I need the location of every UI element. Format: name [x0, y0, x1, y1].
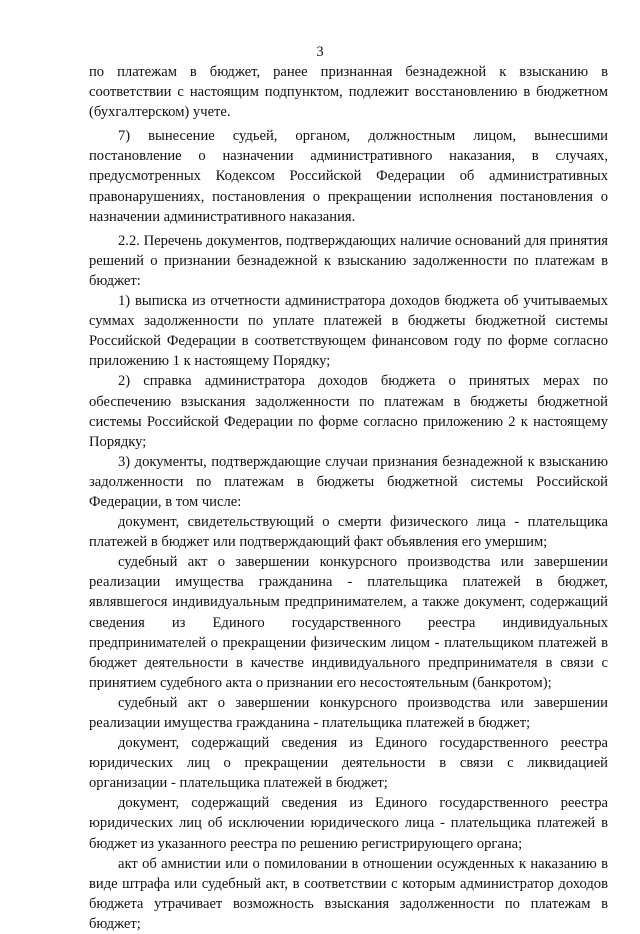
paragraph-item-7: 7) вынесение судьей, органом, должностным лицом, вынесшими постановление о назначении административного наказания, в случаях, предусмотренных Кодексом Российской Федерации об административных правонарушениях, постановления о прекращении исполнения постановления о назначении административного наказания.	[89, 128, 608, 225]
paragraph-item-3: 3) документы, подтверждающие случаи признания безнадежной к взысканию задолженности по платежам в бюджеты бюджетной системы Российской Федерации, в том числе:	[89, 453, 608, 510]
paragraph-section-2-2: 2.2. Перечень документов, подтверждающих наличие оснований для принятия решений о признании безнадежной к взысканию задолженности по платежам в бюджет:	[89, 232, 608, 289]
page-number: 3	[316, 44, 324, 60]
paragraph-liquidation: документ, содержащий сведения из Единого государственного реестра юридических лиц о прекращении деятельности в связи с ликвидацией организации - плательщика платежей в бюджет;	[89, 735, 608, 792]
document-body	[89, 62, 608, 934]
paragraph-exclusion: документ, содержащий сведения из Единого государственного реестра юридических лиц об исключении юридического лица - плательщика платежей в бюджет из указанного реестра по решению регистрирующего органа;	[89, 795, 608, 852]
paragraph-bankruptcy-citizen: судебный акт о завершении конкурсного производства или завершении реализации имущества гражданина - плательщика платежей в бюджет;	[89, 694, 608, 731]
paragraph-item-2: 2) справка администратора доходов бюджета о принятых мерах по обеспечению взыскания задолженности по платежам в бюджеты бюджетной системы Российской Федерации по форме согласно приложению 2 к настоящему Порядку;	[89, 373, 608, 450]
paragraph-amnesty: акт об амнистии или о помиловании в отношении осужденных к наказанию в виде штрафа или судебный акт, в соответствии с которым администратор доходов бюджета утрачивает возможность взыскания задолженности по платежам в бюджет;	[89, 855, 608, 932]
paragraph-continuation: по платежам в бюджет, ранее признанная безнадежной к взысканию в соответствии с настоящим подпунктом, подлежит восстановлению в бюджетном (бухгалтерском) учете.	[89, 64, 608, 121]
paragraph-item-1: 1) выписка из отчетности администратора доходов бюджета об учитываемых суммах задолженности по уплате платежей в бюджеты бюджетной системы Российской Федерации в соответствующем финансовом году по форме согласно приложению 1 к настоящему Порядку;	[89, 293, 608, 370]
paragraph-bankruptcy-ip: судебный акт о завершении конкурсного производства или завершении реализации имущества гражданина - плательщика платежей в бюджет, являвшегося индивидуальным предпринимателем, а также документ, содержащий сведения из Единого государственного реестра индивидуальных предпринимателей о прекращении физическим лицом - плательщиком платежей в бюджет деятельности в качестве индивидуального предпринимателя в связи с принятием судебного акта о признании его несостоятельным (банкротом);	[89, 554, 608, 691]
paragraph-death-document: документ, свидетельствующий о смерти физического лица - плательщика платежей в бюджет или подтверждающий факт объявления его умершим;	[89, 514, 608, 551]
